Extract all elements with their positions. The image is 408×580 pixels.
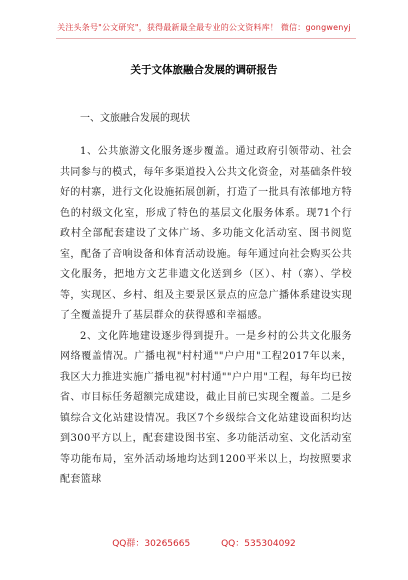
header-divider — [56, 38, 356, 39]
paragraph-1: 1、公共旅游文化服务逐步覆盖。通过政府引领带动、社会共同参与的模式，每年多渠道投入公共文化资金，对基础条件较好的村寨，进行文化设施拓展创新，打造了一批具有浓郁地方特色的村级文化室，形成了特色的基层文化服务体系。现71个行政村全部配套建设了文体广场、多功能文化活动室、图书阅览室，配备了音响设备和体育活动设施。每年通过向社会购买公共文化服务，把地方文艺非遗文化送到乡（区）、村（寨）、学校等，实现区、乡村、组及主要景区景点的应急广播体系建设实现了全覆盖提升了基层群众的获得感和幸福感。 — [60, 146, 352, 321]
document-body — [60, 108, 352, 491]
paragraph-2: 2、文化阵地建设逐步得到提升。一是乡村的公共文化服务网络覆盖情况。广播电视"村村通""户户用"工程2017年以来，我区大力推进实施广播电视"村村通""户户用"工程，每年均已按省、市目标任务超额完成建设，截止目前已实现全覆盖。二是乡镇综合文化站建设情况。我区7个乡级综合文化站建设面积均达到300平方以上，配套建设图书室、多功能活动室、文化活动室等功能布局，室外活动场地均达到1200平米以上，均按照要求配套篮球 — [60, 330, 352, 485]
footer-contact — [0, 536, 408, 549]
footer-qq: QQ：535304092 — [221, 539, 296, 549]
document-title: 关于文体旅融合发展的调研报告 — [130, 64, 278, 76]
section-heading: 一、文旅融合发展的现状 — [80, 113, 190, 124]
header-banner: 关注头条号"公文研究"，获得最新最全最专业的公文资料库！ 微信：gongwenyj — [57, 23, 351, 32]
footer-qq-group: QQ群：30265665 — [112, 539, 191, 549]
